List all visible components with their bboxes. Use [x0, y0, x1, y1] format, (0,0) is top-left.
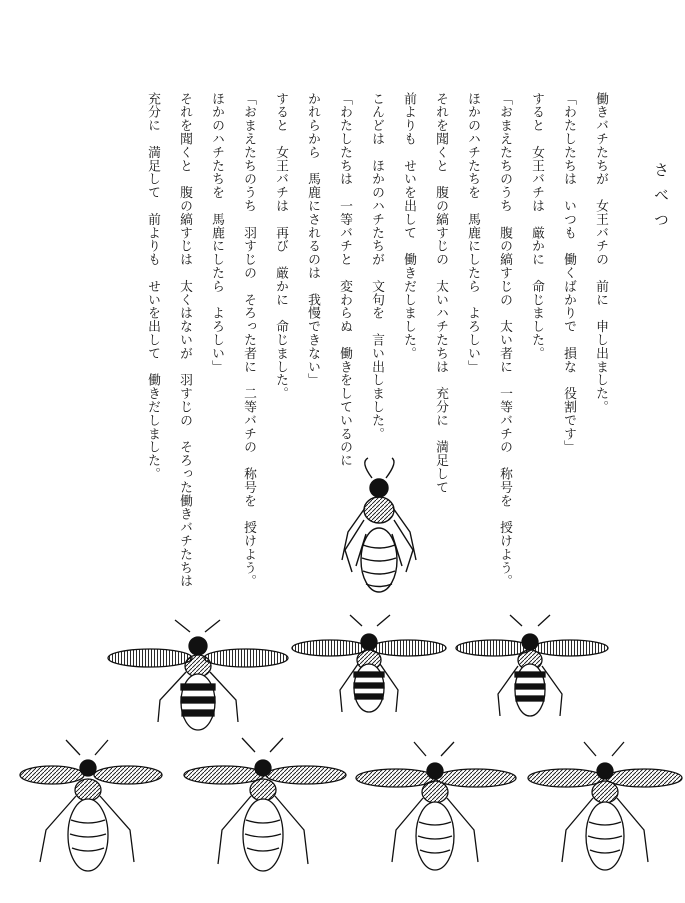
first-class-bee-illustration: [292, 615, 446, 712]
queen-bee-illustration: [342, 458, 416, 592]
text-line: すると 女王バチは 厳かに 命じました。: [529, 92, 544, 360]
text-line: かれらから 馬鹿にされるのは 我慢できない」: [305, 92, 320, 387]
text-line: 充分に 満足して 前よりも せいを出して 働きだしました。: [145, 92, 160, 481]
text-line: それを聞くと 腹の縞すじは 太くはないが 羽すじの そろった働きバチたちは: [177, 92, 192, 588]
text-line: 「おまえたちのうち 羽すじの そろった者に 二等バチの 称号を 授けよう。: [241, 92, 256, 588]
text-line: こんどは ほかのハチたちが 文句を 言い出しました。: [369, 92, 384, 441]
text-line: 「おまえたちのうち 腹の縞すじの 太い者に 一等バチの 称号を 授けよう。: [497, 92, 512, 588]
text-line: 「わたしたちは 一等バチと 変わらぬ 働きをしているのに: [337, 92, 352, 468]
text-line: ほかのハチたちを 馬鹿にしたら よろしい」: [465, 92, 480, 374]
text-line: ほかのハチたちを 馬鹿にしたら よろしい」: [209, 92, 224, 374]
second-class-bee-illustration: [356, 742, 516, 870]
second-class-bee-illustration: [20, 740, 162, 871]
first-class-bee-illustration: [108, 620, 288, 730]
text-line: それを聞くと 腹の縞すじの 太いハチたちは 充分に 満足して: [433, 92, 448, 508]
page-title: さべつ: [652, 162, 670, 237]
text-line: すると 女王バチは 再び 厳かに 命じました。: [273, 92, 288, 401]
first-class-bee-illustration: [456, 615, 608, 716]
text-line: 働きバチたちが 女王バチの 前に 申し出ました。: [593, 92, 608, 414]
second-class-bee-illustration: [528, 742, 682, 870]
second-class-bee-illustration: [184, 738, 346, 871]
text-line: 前よりも せいを出して 働きだしました。: [401, 92, 416, 360]
text-line: 「わたしたちは いつも 働くばかりで 損な 役割です」: [561, 92, 576, 454]
